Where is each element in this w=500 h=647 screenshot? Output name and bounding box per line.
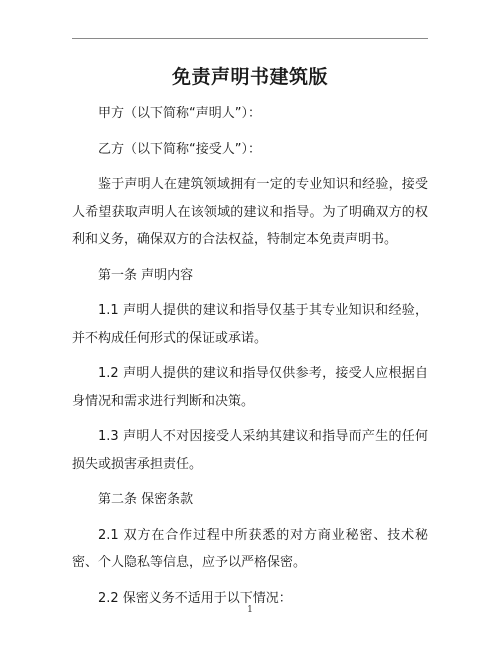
page-number: 1 [247, 605, 253, 615]
section-1-heading: 第一条 声明内容 [98, 267, 194, 283]
party-a-line: 甲方（以下简称“声明人”）： [98, 106, 261, 121]
clause-1-2: 1.2 声明人提供的建议和指导仅供参考，接受人应根据自身情况和需求进行判断和决策。 [72, 366, 428, 409]
clause-1-3: 1.3 声明人不对因接受人采纳其建议和指导而产生的任何损失或损害承担责任。 [72, 429, 428, 472]
clause-2-1: 2.1 双方在合作过程中所获悉的对方商业秘密、技术秘密、个人隐私等信息，应予以严格保密。 [72, 527, 428, 570]
document-body [72, 100, 428, 612]
party-b-line: 乙方（以下简称“接受人”）： [98, 141, 261, 157]
document-title: 免责声明书建筑版 [171, 66, 328, 88]
clause-2-2: 2.2 保密义务不适用于以下情况： [98, 590, 292, 606]
header-rule [72, 38, 428, 39]
clause-1-1: 1.1 声明人提供的建议和指导仅基于其专业知识和经验，并不构成任何形式的保证或承诺。 [72, 303, 428, 346]
section-2-heading: 第二条 保密条款 [98, 492, 194, 507]
preamble-paragraph: 鉴于声明人在建筑领域拥有一定的专业知识和经验，接受人希望获取声明人在该领域的建议和指导。为了明确双方的权利和义务，确保双方的合法权益，特制定本免责声明书。 [72, 177, 428, 247]
